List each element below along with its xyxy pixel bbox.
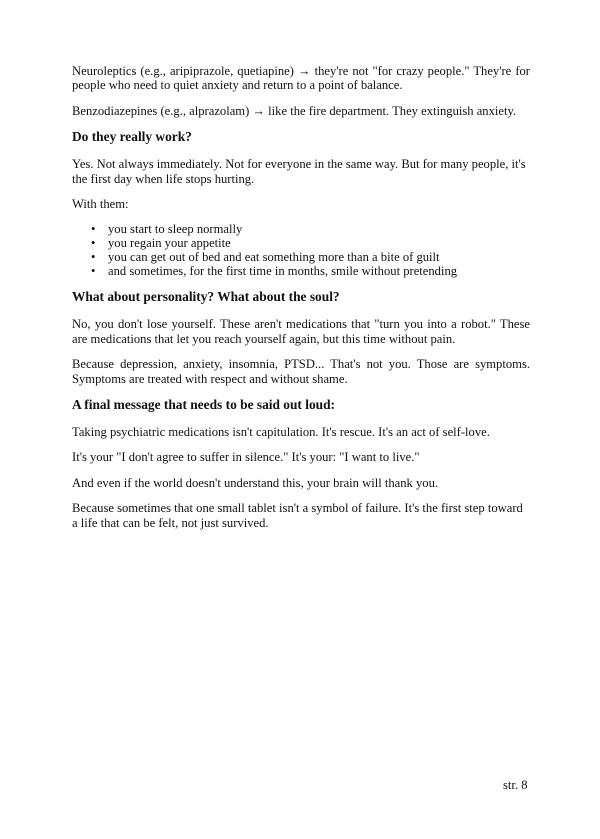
benefits-list [72,222,530,278]
paragraph-first-step: Because sometimes that one small tablet isn't a symbol of failure. It's the first step toward a life that can be felt, not just survived. [72,501,523,530]
list-item-text: and sometimes, for the first time in months, smile without pretending [108,264,458,279]
paragraph-benzodiazepines: Benzodiazepines (e.g., alprazolam) → like the fire department. They extinguish anxiety. [72,103,517,118]
list-item [91,222,530,237]
heading-final-message: A final message that needs to be said out loud: [72,397,335,413]
list-item [91,236,530,251]
bullet-icon: • [91,264,96,279]
paragraph-symptoms: Because depression, anxiety, insomnia, PTSD... That's not you. Those are symptoms. Symptoms are treated with respect and without shame. [72,357,530,386]
list-item-text: you start to sleep normally [108,222,243,237]
heading-do-they-work: Do they really work? [72,129,192,145]
bullet-icon: • [91,236,96,251]
document-page [72,64,530,541]
paragraph-neuroleptics: Neuroleptics (e.g., aripiprazole, quetiapine) → they're not "for crazy people." They're for people who need to quiet anxiety and return to a point of balance. [72,64,530,93]
list-item [91,264,530,279]
paragraph-with-them: With them: [72,197,129,212]
paragraph-want-to-live: It's your "I don't agree to suffer in silence." It's your: "I want to live." [72,450,420,465]
paragraph-rescue: Taking psychiatric medications isn't capitulation. It's rescue. It's an act of self-love. [72,425,490,440]
paragraph-brain-thanks: And even if the world doesn't understand this, your brain will thank you. [72,475,439,490]
heading-personality-soul: What about personality? What about the soul? [72,289,340,305]
list-item-text: you regain your appetite [108,236,231,251]
bullet-icon: • [91,222,96,237]
list-item-text: you can get out of bed and eat something more than a bite of guilt [108,250,440,265]
paragraph-dont-lose-yourself: No, you don't lose yourself. These aren't medications that "turn you into a robot." These are medications that let you reach yourself again, but this time without pain. [72,317,530,346]
list-item [91,250,530,265]
bullet-icon: • [91,250,96,265]
page-number: str. 8 [503,778,528,792]
paragraph-yes: Yes. Not always immediately. Not for everyone in the same way. But for many people, it's the first day when life stops hurting. [72,157,526,186]
